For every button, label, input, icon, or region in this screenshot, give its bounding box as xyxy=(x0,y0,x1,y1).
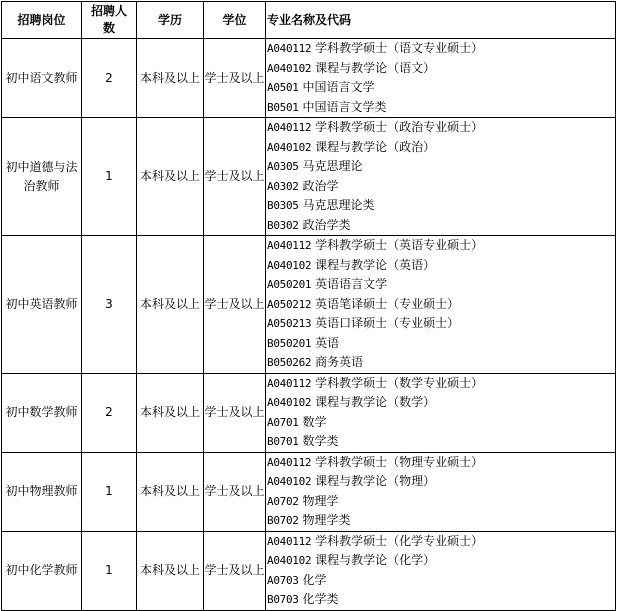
major-name: 英语 xyxy=(315,335,340,350)
major-name: 学科教学硕士（数学专业硕士） xyxy=(315,375,484,390)
major-code: A040102 xyxy=(267,61,312,75)
degree-cell xyxy=(204,531,266,610)
degree-cell xyxy=(204,452,266,531)
major-code: A040102 xyxy=(267,258,312,272)
header-count xyxy=(82,2,137,39)
major-name: 学科教学硕士（语文专业硕士） xyxy=(315,41,484,55)
header-position: 招聘岗位 xyxy=(2,2,82,39)
header-degree: 学位 xyxy=(204,2,266,39)
count-cell xyxy=(82,531,137,610)
major-item xyxy=(267,157,615,177)
major-name: 课程与教学论（物理） xyxy=(315,474,436,488)
position-cell xyxy=(2,531,82,610)
major-name: 马克思理论类 xyxy=(302,198,375,212)
major-code: A040112 xyxy=(267,534,312,548)
major-code: A040102 xyxy=(267,475,312,488)
degree-cell xyxy=(204,118,266,236)
major-code: A0702 xyxy=(267,494,299,508)
position-cell xyxy=(2,118,82,236)
position-cell-text: 初中物理教师 xyxy=(5,484,78,499)
major-code: B0501 xyxy=(267,100,299,114)
major-code: A0703 xyxy=(267,573,299,587)
count-cell-text: 1 xyxy=(105,484,113,499)
count-cell xyxy=(82,118,137,236)
count-cell xyxy=(82,373,137,452)
position-cell-text: 初中化学教师 xyxy=(5,563,78,578)
major-code: A040102 xyxy=(267,140,312,154)
position-cell-text: 初中道德与法治教师 xyxy=(5,160,78,193)
major-name: 中国语言文学类 xyxy=(302,99,387,114)
count-cell xyxy=(82,39,137,118)
major-code: B050262 xyxy=(267,356,312,369)
degree-cell xyxy=(204,236,266,374)
major-name: 物理学 xyxy=(302,493,339,508)
majors-cell xyxy=(266,373,616,452)
major-name: 中国语言文学 xyxy=(302,80,375,94)
major-name: 物理学类 xyxy=(302,513,351,527)
major-item xyxy=(267,177,615,197)
table-body xyxy=(2,39,616,611)
major-item xyxy=(267,413,615,433)
major-code: A0501 xyxy=(267,81,299,94)
major-code: A050201 xyxy=(267,278,312,291)
major-code: A040112 xyxy=(267,121,312,134)
major-code: A0302 xyxy=(267,179,299,193)
major-name: 数学 xyxy=(302,414,327,429)
education-cell-text: 本科及以上 xyxy=(139,484,200,499)
major-name: 学科教学硕士（物理专业硕士） xyxy=(315,454,484,469)
major-code: A050212 xyxy=(267,297,312,311)
major-code: A040102 xyxy=(267,554,312,567)
major-name: 英语口译硕士（专业硕士） xyxy=(315,316,460,330)
degree-cell xyxy=(204,373,266,452)
header-count-label: 招聘人数 xyxy=(90,4,127,35)
count-cell-text: 3 xyxy=(105,297,113,311)
degree-cell-text: 学士及以上 xyxy=(204,297,265,311)
degree-cell-text: 学士及以上 xyxy=(204,563,265,578)
major-item xyxy=(267,393,615,413)
major-item xyxy=(267,275,615,295)
count-cell-text: 1 xyxy=(105,169,113,184)
major-item xyxy=(267,374,615,394)
major-name: 课程与教学论（数学） xyxy=(315,395,436,409)
education-cell xyxy=(137,236,204,374)
major-code: A040112 xyxy=(267,455,312,469)
position-cell xyxy=(2,39,82,118)
table-row xyxy=(2,452,616,531)
majors-cell xyxy=(266,452,616,531)
major-code: B0302 xyxy=(267,218,299,232)
degree-cell-text: 学士及以上 xyxy=(204,70,265,85)
major-item xyxy=(267,256,615,276)
count-cell xyxy=(82,452,137,531)
major-name: 课程与教学论（英语） xyxy=(315,257,436,272)
major-item xyxy=(267,39,615,59)
table-row xyxy=(2,236,616,374)
major-name: 化学类 xyxy=(302,592,339,606)
education-cell xyxy=(137,531,204,610)
recruitment-table xyxy=(1,1,616,611)
major-item xyxy=(267,453,615,473)
education-cell xyxy=(137,452,204,531)
education-cell xyxy=(137,373,204,452)
major-name: 政治学类 xyxy=(302,217,351,232)
education-cell xyxy=(137,118,204,236)
majors-cell xyxy=(266,531,616,610)
position-cell-text: 初中英语教师 xyxy=(5,297,78,311)
major-item xyxy=(267,98,615,118)
major-name: 英语语言文学 xyxy=(315,277,388,291)
major-item xyxy=(267,511,615,531)
education-cell xyxy=(137,39,204,118)
table-row xyxy=(2,118,616,236)
major-item xyxy=(267,492,615,512)
major-code: A040112 xyxy=(267,376,312,390)
major-item xyxy=(267,314,615,334)
major-code: B0305 xyxy=(267,199,299,212)
major-item xyxy=(267,138,615,158)
position-cell xyxy=(2,452,82,531)
major-item xyxy=(267,571,615,591)
major-item xyxy=(267,59,615,79)
count-cell-text: 2 xyxy=(105,405,113,420)
major-item xyxy=(267,472,615,492)
majors-cell xyxy=(266,39,616,118)
education-cell-text: 本科及以上 xyxy=(139,297,200,311)
major-item xyxy=(267,196,615,216)
major-name: 课程与教学论（政治） xyxy=(315,139,436,154)
major-code: A040102 xyxy=(267,396,312,409)
degree-cell xyxy=(204,39,266,118)
major-name: 学科教学硕士（化学专业硕士） xyxy=(315,533,484,548)
major-item xyxy=(267,532,615,552)
position-cell xyxy=(2,236,82,374)
table-row xyxy=(2,531,616,610)
major-code: A040112 xyxy=(267,42,312,55)
degree-cell-text: 学士及以上 xyxy=(204,484,265,499)
major-name: 政治学 xyxy=(302,178,339,193)
major-name: 英语笔译硕士（专业硕士） xyxy=(315,296,460,311)
major-item xyxy=(267,295,615,315)
count-cell-text: 1 xyxy=(105,563,113,578)
education-cell-text: 本科及以上 xyxy=(139,563,200,578)
major-code: B0701 xyxy=(267,435,299,448)
position-cell-text: 初中语文教师 xyxy=(5,70,78,85)
majors-cell xyxy=(266,118,616,236)
major-item xyxy=(267,118,615,138)
degree-cell-text: 学士及以上 xyxy=(204,169,265,184)
education-cell-text: 本科及以上 xyxy=(139,169,200,184)
major-code: A0701 xyxy=(267,415,299,429)
table-row xyxy=(2,39,616,118)
major-code: A0305 xyxy=(267,160,299,173)
major-code: A050213 xyxy=(267,317,312,330)
major-name: 课程与教学论（语文） xyxy=(315,60,436,75)
count-cell-text: 2 xyxy=(105,70,113,85)
major-name: 化学 xyxy=(302,572,327,587)
major-item xyxy=(267,236,615,256)
major-item xyxy=(267,551,615,571)
major-name: 课程与教学论（化学） xyxy=(315,553,436,567)
major-code: B050201 xyxy=(267,336,312,350)
position-cell-text: 初中数学教师 xyxy=(5,405,78,420)
major-item xyxy=(267,432,615,452)
major-name: 数学类 xyxy=(302,434,339,448)
education-cell-text: 本科及以上 xyxy=(139,405,200,420)
education-cell-text: 本科及以上 xyxy=(139,70,200,85)
major-name: 马克思理论 xyxy=(302,159,363,173)
majors-cell xyxy=(266,236,616,374)
header-majors: 专业名称及代码 xyxy=(266,2,616,39)
header-row xyxy=(2,2,616,39)
major-name: 学科教学硕士（英语专业硕士） xyxy=(315,238,484,252)
major-item xyxy=(267,353,615,373)
major-name: 商务英语 xyxy=(315,355,364,369)
position-cell xyxy=(2,373,82,452)
major-code: B0702 xyxy=(267,514,299,527)
major-item xyxy=(267,78,615,98)
major-item xyxy=(267,334,615,354)
major-name: 学科教学硕士（政治专业硕士） xyxy=(315,120,484,134)
count-cell xyxy=(82,236,137,374)
header-education: 学历 xyxy=(137,2,204,39)
major-item xyxy=(267,216,615,236)
major-code: B0703 xyxy=(267,593,299,606)
major-code: A040112 xyxy=(267,239,312,252)
degree-cell-text: 学士及以上 xyxy=(204,405,265,420)
table-row xyxy=(2,373,616,452)
